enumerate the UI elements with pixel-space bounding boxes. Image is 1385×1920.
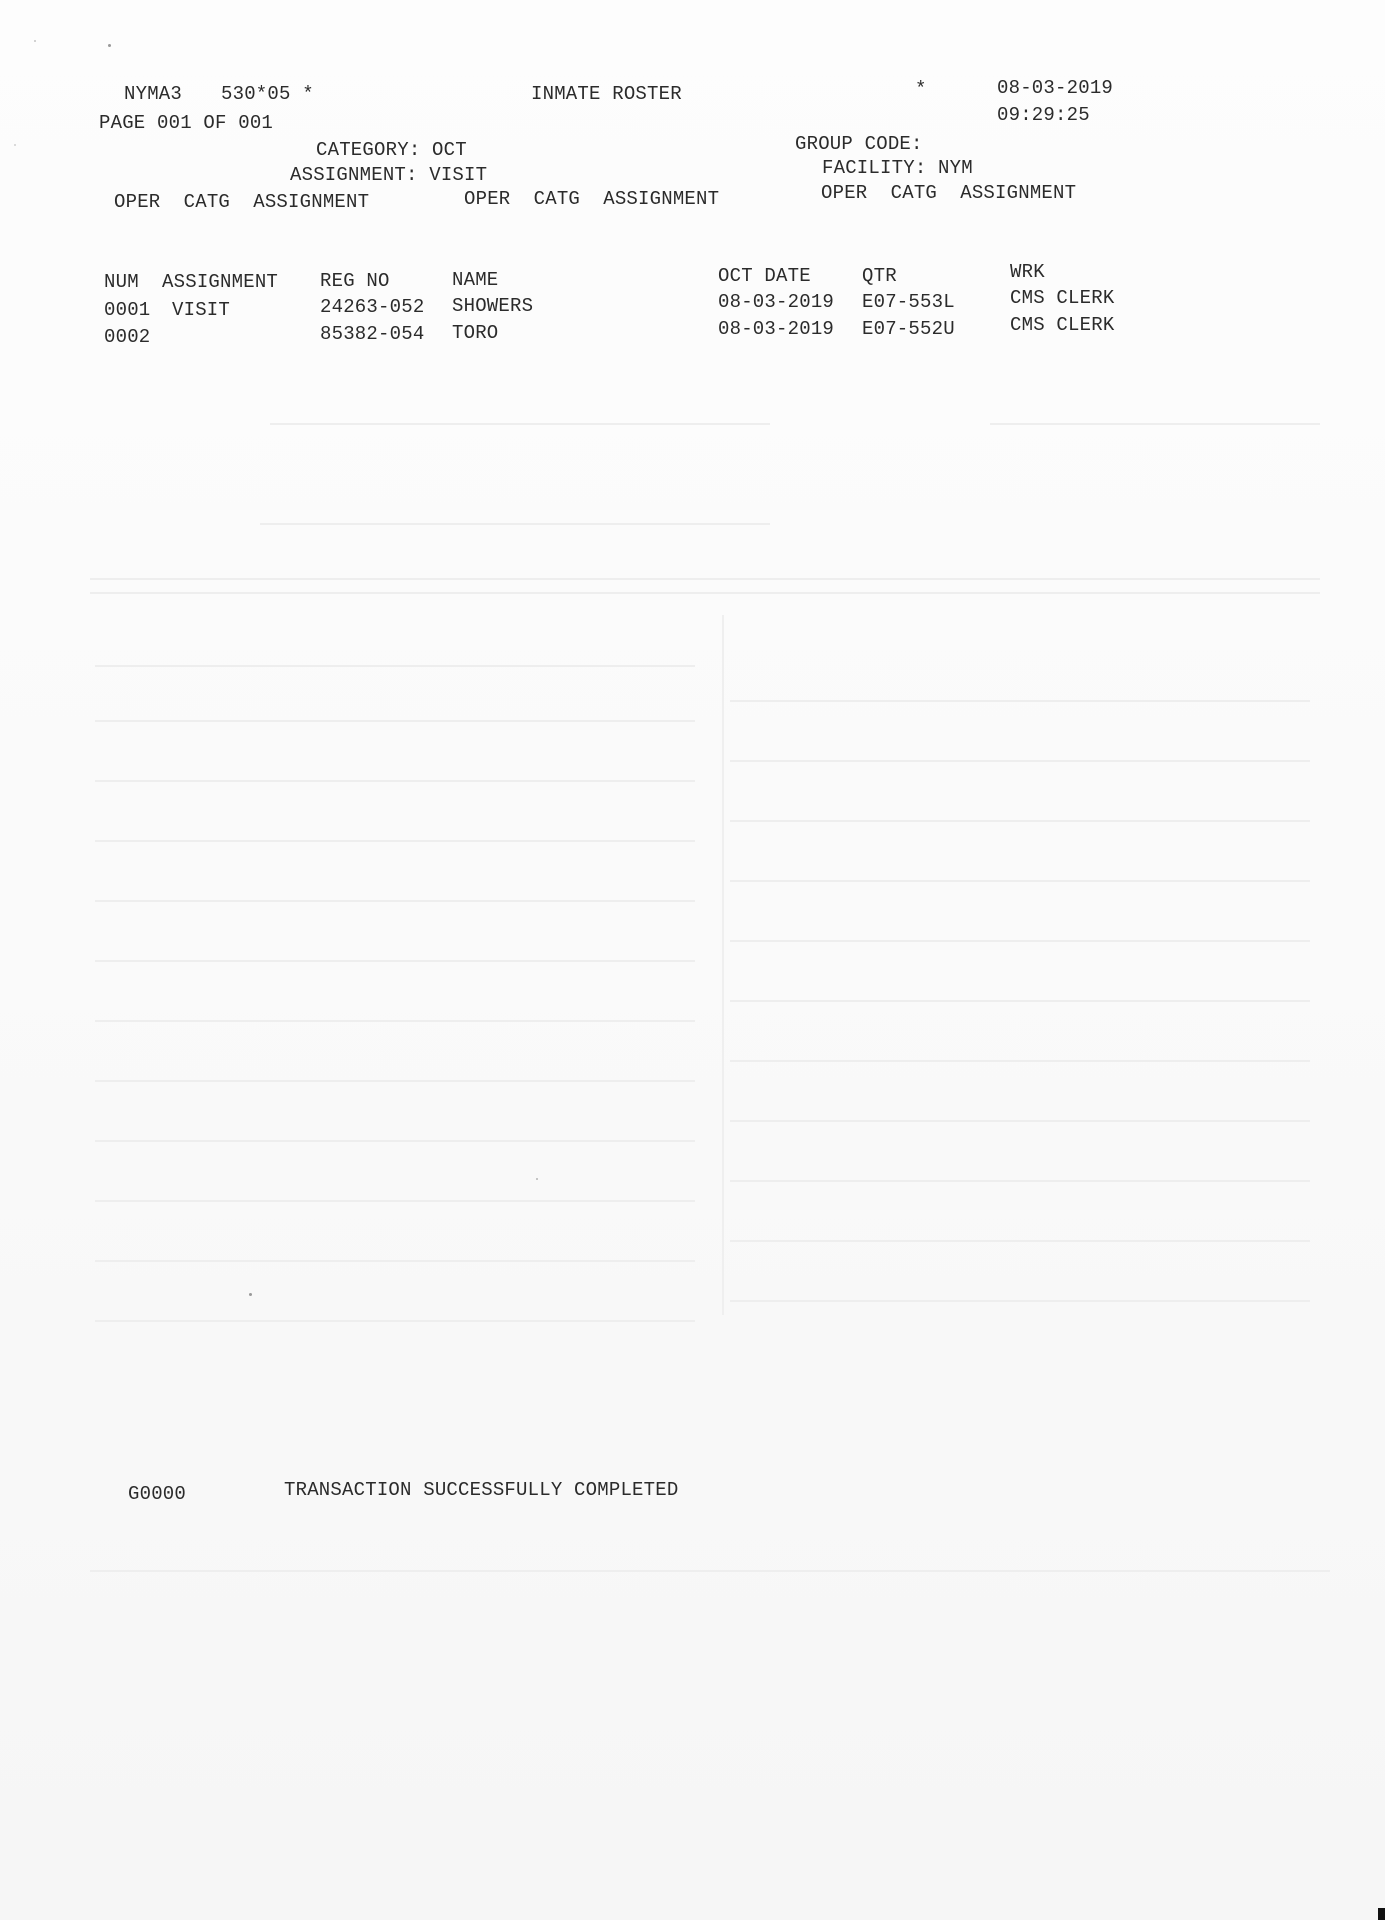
- row-num: 0002: [104, 326, 151, 348]
- row-reg-no: 85382-054: [320, 323, 425, 345]
- oper-header-2: OPER CATG ASSIGNMENT: [464, 188, 720, 210]
- row-oct-date: 08-03-2019: [718, 291, 835, 313]
- scan-speck: [536, 1178, 538, 1180]
- report-date: 08-03-2019: [997, 77, 1114, 99]
- status-message: TRANSACTION SUCCESSFULLY COMPLETED: [284, 1479, 679, 1501]
- header-reg-no: REG NO: [320, 270, 390, 292]
- row-oct-date: 08-03-2019: [718, 318, 835, 340]
- assignment-label: ASSIGNMENT: VISIT: [290, 164, 488, 186]
- row-reg-no: 24263-052: [320, 296, 425, 318]
- header-qtr: QTR: [862, 265, 897, 287]
- header-wrk: WRK: [1010, 261, 1045, 283]
- report-title: INMATE ROSTER: [531, 83, 682, 105]
- header-num-assignment: NUM ASSIGNMENT: [104, 271, 279, 293]
- group-code-label: GROUP CODE:: [795, 133, 923, 155]
- scan-speck: [14, 144, 16, 146]
- report-time: 09:29:25: [997, 104, 1090, 126]
- row-assignment: VISIT: [172, 299, 231, 321]
- report-code: 530*05 *: [221, 83, 314, 105]
- oper-header-1: OPER CATG ASSIGNMENT: [114, 191, 370, 213]
- header-name: NAME: [452, 269, 499, 291]
- scan-speck: [249, 1293, 252, 1296]
- row-qtr: E07-553L: [862, 291, 955, 313]
- header-oct-date: OCT DATE: [718, 265, 811, 287]
- row-qtr: E07-552U: [862, 318, 955, 340]
- oper-header-3: OPER CATG ASSIGNMENT: [821, 182, 1077, 204]
- row-wrk: CMS CLERK: [1010, 287, 1115, 309]
- scan-edge-mark: [1378, 1908, 1385, 1920]
- scan-speck: [34, 40, 36, 42]
- row-name: SHOWERS: [452, 295, 534, 317]
- system-id: NYMA3: [124, 83, 183, 105]
- header-star: *: [915, 78, 927, 100]
- row-wrk: CMS CLERK: [1010, 314, 1115, 336]
- status-code: G0000: [128, 1483, 187, 1505]
- page-indicator: PAGE 001 OF 001: [99, 112, 274, 134]
- row-num: 0001: [104, 299, 151, 321]
- facility-label: FACILITY: NYM: [822, 157, 973, 179]
- category-label: CATEGORY: OCT: [316, 139, 467, 161]
- row-name: TORO: [452, 322, 499, 344]
- scan-speck: [108, 44, 111, 47]
